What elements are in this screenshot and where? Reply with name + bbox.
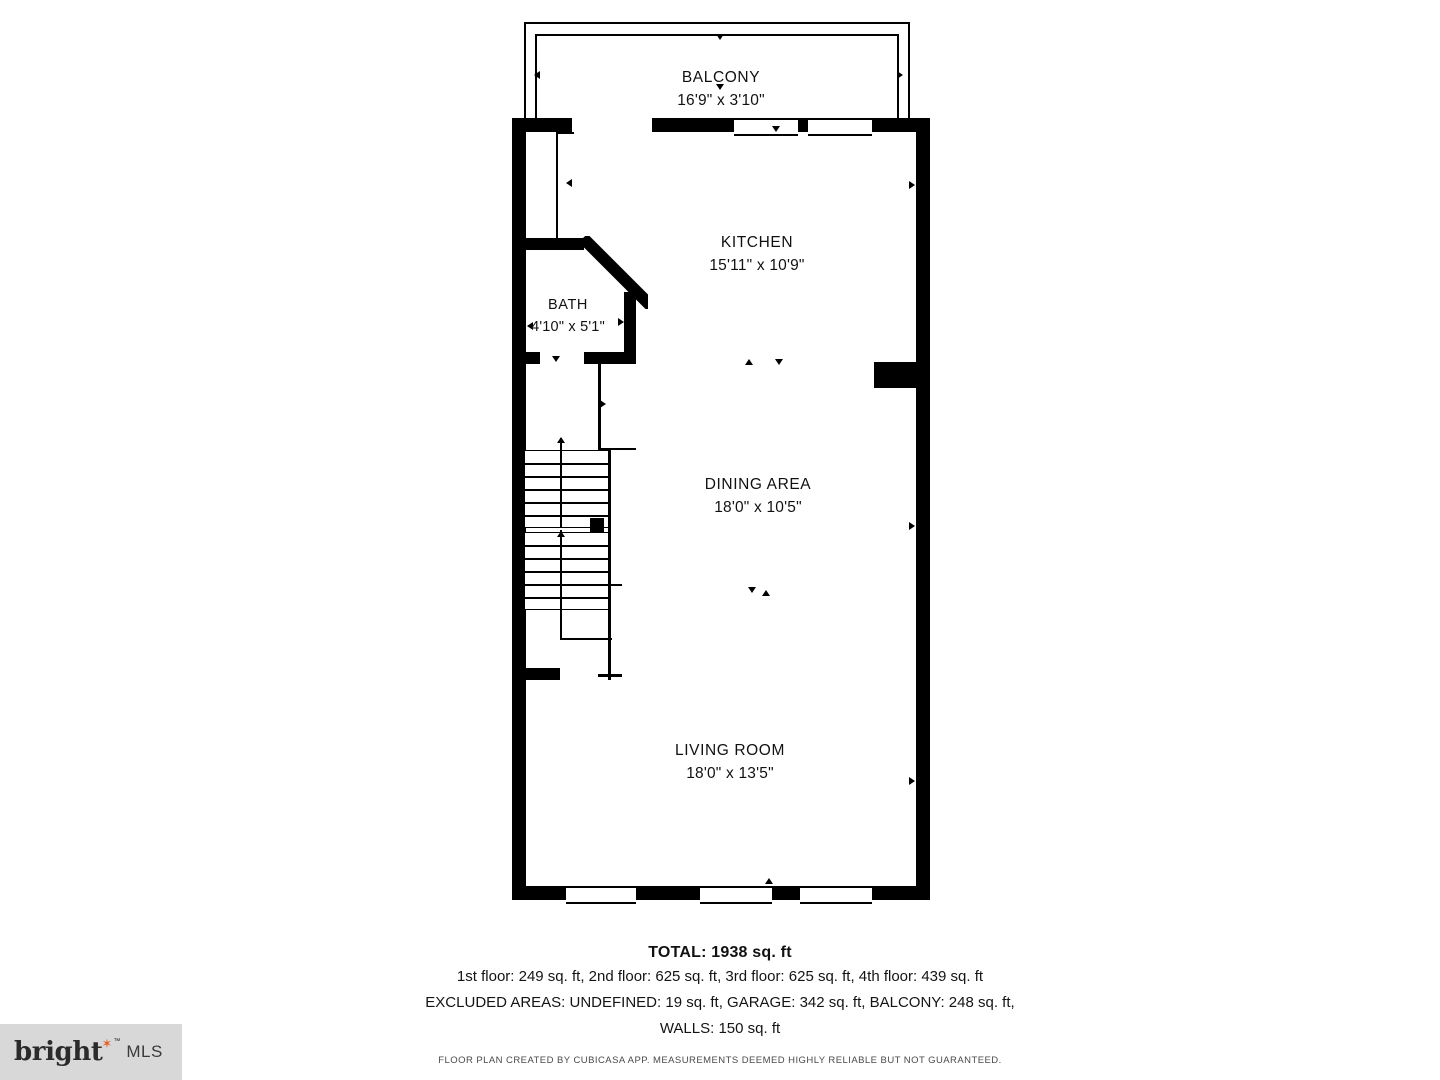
balcony-wall-left [524,22,526,126]
balcony-wall-top [524,22,910,24]
stair-step [524,515,610,517]
entry-partition-top [556,132,574,134]
stair-step [524,571,610,573]
window-bottom-2 [700,886,772,904]
stair-rail-upper [560,438,562,528]
stair-outer-edge-vertical [608,450,611,680]
room-label-living-room [630,741,830,785]
stair-step [524,545,610,547]
bath-door-arrow [552,356,560,362]
balcony-wall-inner-right [897,34,899,126]
right-wall-arrow-2 [909,522,915,530]
window-bottom-arrow [765,878,773,884]
balcony-wall-right [908,22,910,126]
stair-step [524,502,610,504]
stair-bottom-edge [560,638,612,640]
summary-disclaimer: FLOOR PLAN CREATED BY CUBICASA APP. MEASUREMENTS DEEMED HIGHLY RELIABLE BUT NOT GUARANTEED. [438,1055,1002,1067]
stair-direction-arrow-upper [557,437,565,443]
window-bottom-1 [566,886,636,904]
room-dims-balcony: 16'9" x 3'10" [677,92,765,110]
room-label-bath [478,296,658,337]
balcony-arrow-right [897,71,903,79]
room-name-living-room: LIVING ROOM [675,742,785,759]
floor-plan-summary [0,944,1440,1066]
logo-star-icon: ✶ [101,1036,113,1051]
window-top-arrow-2 [716,84,724,90]
stair-landing-line-upper [598,448,636,450]
bright-mls-logo [0,1024,182,1080]
room-dims-dining-area: 18'0" x 10'5" [714,499,802,517]
balcony-arrow-left [534,71,540,79]
window-top-1 [734,118,798,136]
measure-arrow-dining-up [762,590,770,596]
window-top-arrow-1 [772,126,780,132]
measure-arrow-dining-down [748,587,756,593]
stair-step [524,476,610,478]
bath-door-opening [540,352,584,364]
stair-step [524,489,610,491]
exterior-wall-left-jog [512,668,560,680]
stair-step [524,597,610,599]
exterior-wall-right [916,118,930,900]
right-wall-arrow-1 [909,181,915,189]
right-wall-arrow-3 [909,777,915,785]
window-bottom-3 [800,886,872,904]
stair-step [524,463,610,465]
stair-foot-line [598,674,622,677]
summary-total: TOTAL: 1938 sq. ft [648,944,792,961]
summary-walls: WALLS: 150 sq. ft [659,1019,781,1037]
measure-arrow-kitchen-up [745,359,753,365]
balcony-wall-inner-left [535,34,537,126]
room-dims-bath: 4'10" x 5'1" [531,319,605,336]
room-name-bath: BATH [548,297,588,313]
stair-step [524,558,610,560]
room-label-dining [658,475,858,519]
stair-direction-arrow-lower [557,531,565,537]
entry-partition-vertical [556,132,558,240]
left-wall-arrow-2 [519,777,525,785]
top-wall-opening-left [572,118,652,132]
logo-trademark-mark: ™ [113,1037,121,1045]
stair-rail-lower [560,530,562,640]
summary-excluded: EXCLUDED AREAS: UNDEFINED: 19 sq. ft, GARAGE: 342 sq. ft, BALCONY: 248 sq. ft, [425,993,1015,1011]
window-top-2 [808,118,872,136]
room-dims-living-room: 18'0" x 13'5" [686,765,774,783]
room-dims-kitchen: 15'11" x 10'9" [709,257,805,275]
logo-bright-text: bright [14,1037,103,1067]
balcony-arrow-down [716,34,724,40]
room-name-kitchen: KITCHEN [720,234,794,251]
room-label-kitchen [657,233,857,277]
logo-mls-text: MLS [126,1042,163,1061]
summary-floors: 1st floor: 249 sq. ft, 2nd floor: 625 sq. ft, 3rd floor: 625 sq. ft, 4th floor: 439 sq. ft [456,968,984,985]
room-name-dining-area: DINING AREA [704,476,812,493]
measure-arrow-kitchen-down [775,359,783,365]
interior-column-right [874,362,916,388]
entry-partition-arrow [566,179,572,187]
stair-entry-arrow [600,400,606,408]
room-name-balcony: BALCONY [681,69,761,86]
stair-landing-line-lower [598,584,622,586]
